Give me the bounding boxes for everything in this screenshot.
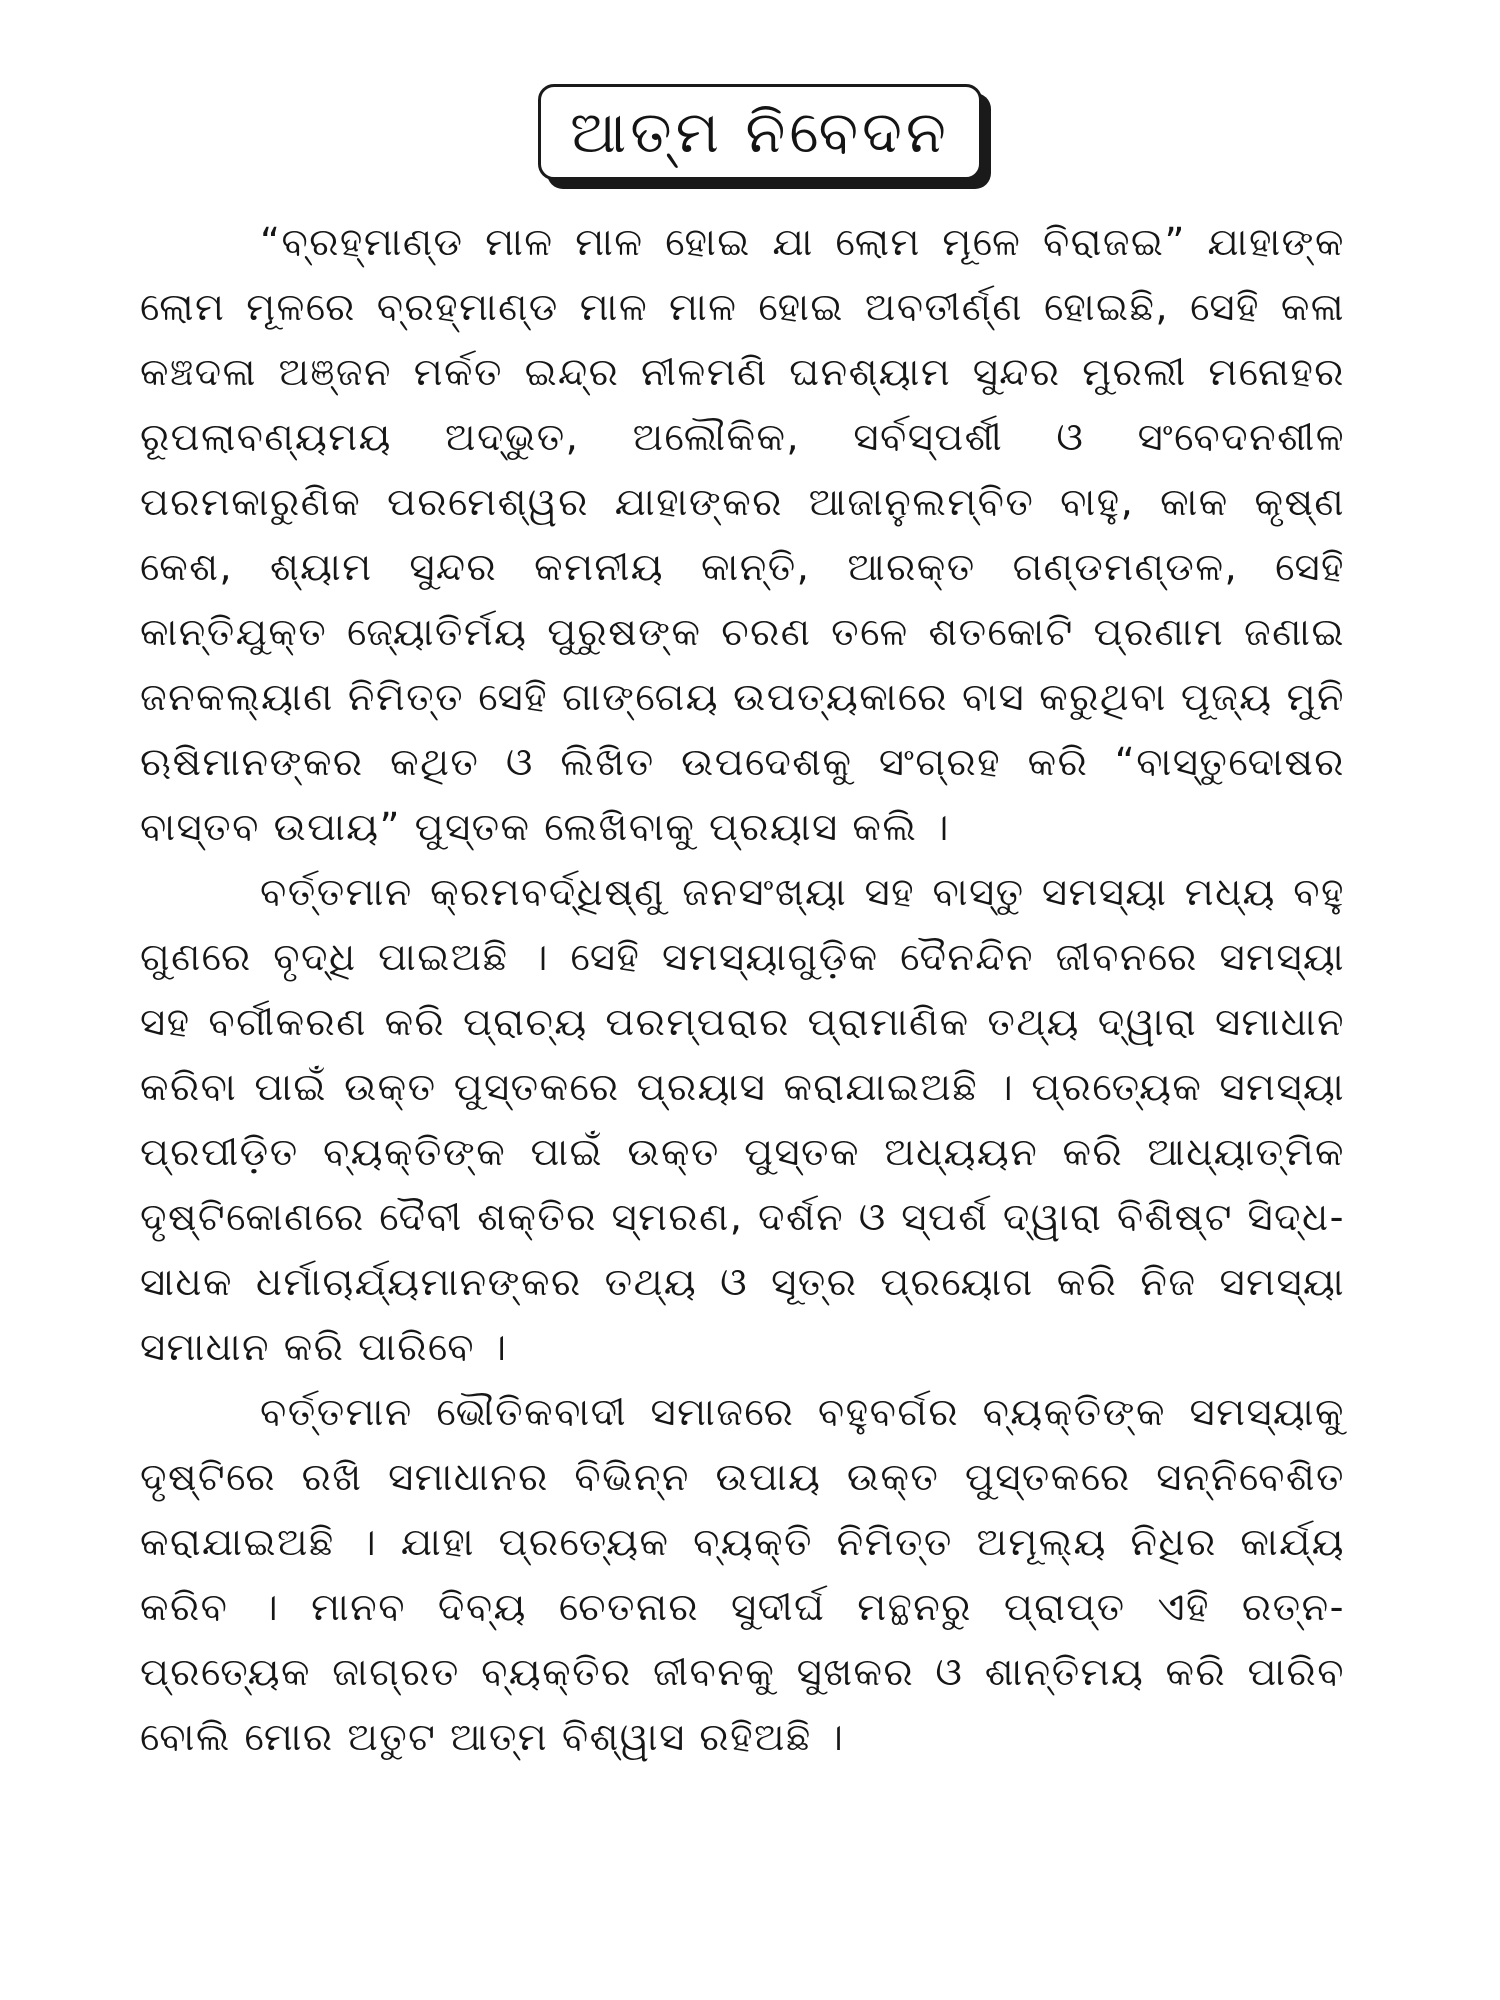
body-text [140, 210, 1345, 1770]
paragraph: ବର୍ତ୍ତମାନ ଭୌତିକବାଦୀ ସମାଜରେ ବହୁବର୍ଗର ବ୍ୟକ୍ତିଙ୍କ ସମସ୍ୟାକୁ ଦୃଷ୍ଟିରେ ରଖି ସମାଧାନର ବିଭିନ୍ନ ଉପାୟ ଉକ୍ତ ପୁସ୍ତକରେ ସନ୍ନିବେଶିତ କରାଯାଇଅଛି । ଯାହା ପ୍ରତ୍ୟେକ ବ୍ୟକ୍ତି ନିମିତ୍ତ ଅମୂଲ୍ୟ ନିଧିର କାର୍ଯ୍ୟ କରିବ । ମାନବ ଦିବ୍ୟ ଚେତନାର ସୁଦୀର୍ଘ ମନ୍ଥନରୁ ପ୍ରାପ୍ତ ଏହି ରତ୍ନ-ପ୍ରତ୍ୟେକ ଜାଗ୍ରତ ବ୍ୟକ୍ତିର ଜୀବନକୁ ସୁଖକର ଓ ଶାନ୍ତିମୟ କରି ପାରିବ ବୋଲି ମୋର ଅତୁଟ ଆତ୍ମ ବିଶ୍ୱାସ ରହିଅଛି । [140, 1390, 1345, 1760]
paragraph: “ବ୍ରହ୍ମାଣ୍ଡ ମାଳ ମାଳ ହୋଇ ଯା ଲୋମ ମୂଳେ ବିରାଜଇ” ଯାହାଙ୍କ ଲୋମ ମୂଳରେ ବ୍ରହ୍ମାଣ୍ଡ ମାଳ ମାଳ ହୋଇ ଅବତୀର୍ଣ୍ଣ ହୋଇଛି, ସେହି କଳା କଞ୍ଚଦଳା ଅଞ୍ଜନ ମର୍କତ ଇନ୍ଦ୍ର ନୀଳମଣି ଘନଶ୍ୟାମ ସୁନ୍ଦର ମୁରଲୀ ମନୋହର ରୂପଲାବଣ୍ୟମୟ ଅଦ୍ଭୁତ, ଅଲୌକିକ, ସର୍ବସ୍ପର୍ଶୀ ଓ ସଂବେଦନଶୀଳ ପରମକାରୁଣିକ ପରମେଶ୍ୱର ଯାହାଙ୍କର ଆଜାନୁଲମ୍ବିତ ବାହୁ, କାକ କୃଷ୍ଣ କେଶ, ଶ୍ୟାମ ସୁନ୍ଦର କମନୀୟ କାନ୍ତି, ଆରକ୍ତ ଗଣ୍ଡମଣ୍ଡଳ, ସେହି କାନ୍ତିଯୁକ୍ତ ଜ୍ୟୋତିର୍ମୟ ପୁରୁଷଙ୍କ ଚରଣ ତଳେ ଶତକୋଟି ପ୍ରଣାମ ଜଣାଇ ଜନକଲ୍ୟାଣ ନିମିତ୍ତ ସେହି ଗାଙ୍ଗେୟ ଉପତ୍ୟକାରେ ବାସ କରୁଥିବା ପୂଜ୍ୟ ମୁନି ଋଷିମାନଙ୍କର କଥିତ ଓ ଲିଖିତ ଉପଦେଶକୁ ସଂଗ୍ରହ କରି “ବାସ୍ତୁଦୋଷର ବାସ୍ତବ ଉପାୟ” ପୁସ୍ତକ ଲେଖିବାକୁ ପ୍ରୟାସ କଲି । [140, 220, 1345, 850]
paragraph: ବର୍ତ୍ତମାନ କ୍ରମବର୍ଦ୍ଧିଷ୍ଣୁ ଜନସଂଖ୍ୟା ସହ ବାସ୍ତୁ ସମସ୍ୟା ମଧ୍ୟ ବହୁ ଗୁଣରେ ବୃଦ୍ଧି ପାଇଅଛି । ସେହି ସମସ୍ୟାଗୁଡ଼ିକ ଦୈନନ୍ଦିନ ଜୀବନରେ ସମସ୍ୟା ସହ ବର୍ଗୀକରଣ କରି ପ୍ରାଚ୍ୟ ପରମ୍ପରାର ପ୍ରାମାଣିକ ତଥ୍ୟ ଦ୍ୱାରା ସମାଧାନ କରିବା ପାଇଁ ଉକ୍ତ ପୁସ୍ତକରେ ପ୍ରୟାସ କରାଯାଇଅଛି । ପ୍ରତ୍ୟେକ ସମସ୍ୟା ପ୍ରପୀଡ଼ିତ ବ୍ୟକ୍ତିଙ୍କ ପାଇଁ ଉକ୍ତ ପୁସ୍ତକ ଅଧ୍ୟୟନ କରି ଆଧ୍ୟାତ୍ମିକ ଦୃଷ୍ଟିକୋଣରେ ଦୈବୀ ଶକ୍ତିର ସ୍ମରଣ, ଦର୍ଶନ ଓ ସ୍ପର୍ଶ ଦ୍ୱାରା ବିଶିଷ୍ଟ ସିଦ୍ଧ-ସାଧକ ଧର୍ମାଚାର୍ଯ୍ୟମାନଙ୍କର ତଥ୍ୟ ଓ ସୂତ୍ର ପ୍ରୟୋଗ କରି ନିଜ ସମସ୍ୟା ସମାଧାନ କରି ପାରିବେ । [140, 870, 1345, 1370]
title-frame [538, 84, 982, 180]
page-title: ଆତ୍ମ ନିବେଦନ [570, 97, 950, 166]
